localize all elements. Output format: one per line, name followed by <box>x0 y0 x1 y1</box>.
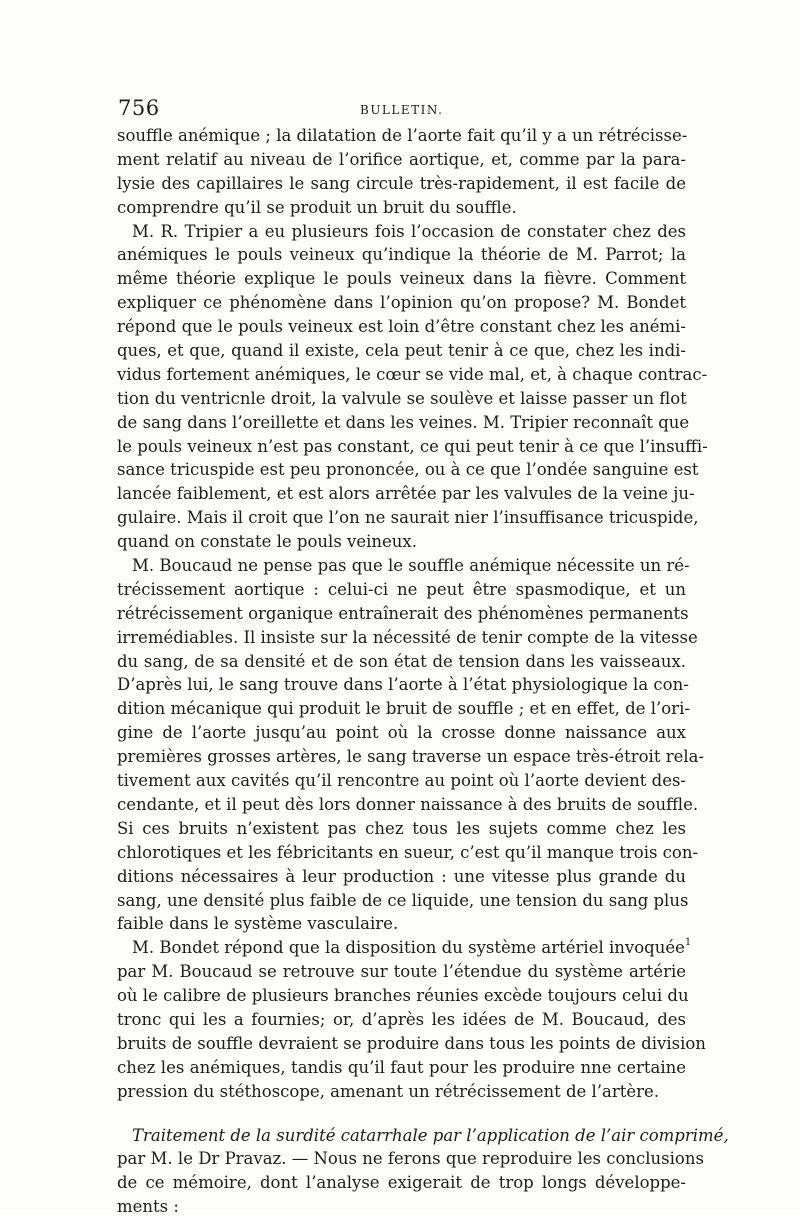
text-line: quand on constate le pouls veineux. <box>117 532 417 552</box>
text-line: ditions nécessaires à leur production : une vitesse plus grande du <box>117 866 686 886</box>
text-line: où le calibre de plusieurs branches réunies excède toujours celui du <box>117 986 689 1006</box>
text-line: M. Boucaud ne pense pas que le souffle anémique nécessite un ré- <box>132 556 690 576</box>
text-line: faible dans le système vasculaire. <box>117 914 399 934</box>
text-line: D’après lui, le sang trouve dans l’aorte à l’état physiologique la con- <box>117 675 689 695</box>
body-text <box>117 124 729 1219</box>
journal-title: BULLETIN. <box>360 103 444 117</box>
text-line <box>117 936 692 960</box>
text-line: souffle anémique ; la dilatation de l’aorte fait qu’il y a un rétrécisse- <box>117 126 688 145</box>
text-line: dition mécanique qui produit le bruit de souffle ; et en effet, de l’ori- <box>117 699 690 719</box>
text-line: tion du ventricnle droit, la valvule se soulève et laisse passer un flot <box>117 388 687 408</box>
text-line: ques, et que, quand il existe, cela peut tenir à ce que, chez les indi- <box>117 341 686 361</box>
text-line: cendante, et il peut dès lors donner naissance à des bruits de souffle. <box>117 794 699 814</box>
text-line: M. R. Tripier a eu plusieurs fois l’occasion de constater chez des <box>132 221 686 241</box>
text-line: même théorie explique le pouls veineux dans la fièvre. Comment <box>117 269 686 289</box>
text-line: du sang, de sa densité et de son état de tension dans les vaisseaux. <box>117 651 686 671</box>
text-line: Si ces bruits n’existent pas chez tous les sujets comme chez les <box>117 818 686 838</box>
section-gap <box>117 1104 686 1124</box>
text-line-content: M. Bondet répond que la disposition du système artériel invoquée <box>132 938 685 958</box>
paragraph <box>117 554 705 936</box>
paragraph <box>117 124 686 220</box>
text-line: trécissement aortique : celui-ci ne peut être spasmodique, et un <box>117 579 686 599</box>
section-heading: Traitement de la surdité catarrhale par l’application de l’air comprimé, <box>132 1125 729 1145</box>
text-line: pression du stéthoscope, amenant un rétrécissement de l’artère. <box>117 1081 660 1101</box>
text-line: chez les anémiques, tandis qu’il faut pour les produire nne certaine <box>117 1057 686 1077</box>
text-line: vidus fortement anémiques, le cœur se vide mal, et, à chaque contrac- <box>117 364 708 384</box>
text-line: ment relatif au niveau de l’orifice aortique, et, comme par la para- <box>117 149 686 169</box>
text-line: sang, une densité plus faible de ce liquide, une tension du sang plus <box>117 890 689 910</box>
text-line: tronc qui les a fournies; or, d’après les idées de M. Boucaud, des <box>117 1009 686 1029</box>
text-line: de ce mémoire, dont l’analyse exigerait de trop longs développe- <box>117 1173 686 1193</box>
text-line: tivement aux cavités qu’il rencontre au point où l’aorte devient des- <box>117 771 686 791</box>
text-line: gulaire. Mais il croit que l’on ne saurait nier l’insuffisance tricuspide, <box>117 508 699 528</box>
text-line: rétrécissement organique entraînerait des phénomènes permanents <box>117 603 689 623</box>
text-line: de sang dans l’oreillette et dans les veines. M. Tripier reconnaît que <box>117 412 690 432</box>
text-line: comprendre qu’il se produit un bruit du souffle. <box>117 197 517 217</box>
text-line: irremédiables. Il insiste sur la nécessité de tenir compte de la vitesse <box>117 627 698 647</box>
text-line: ments : <box>117 1197 179 1217</box>
text-line: chlorotiques et les fébricitants en sueur, c’est qu’il manque trois con- <box>117 842 699 862</box>
text-line: sance tricuspide est peu prononcée, ou à ce que l’ondée sanguine est <box>117 460 699 480</box>
paragraph <box>117 936 706 1103</box>
text-line: par M. Boucaud se retrouve sur toute l’étendue du système artérie <box>117 962 686 982</box>
text-line: anémiques le pouls veineux qu’indique la théorie de M. Parrot; la <box>117 245 686 265</box>
paragraph <box>117 220 708 554</box>
text-line: lancée faiblement, et est alors arrêtée par les valvules de la veine ju- <box>117 484 695 504</box>
text-line: premières grosses artères, le sang traverse un espace très-étroit rela- <box>117 747 705 767</box>
section-paragraph <box>117 1124 729 1219</box>
text-line: expliquer ce phénomène dans l’opinion qu’on propose? M. Bondet <box>117 293 686 313</box>
text-line: lysie des capillaires le sang circule très-rapidement, il est facile de <box>117 173 686 193</box>
text-line: répond que le pouls veineux est loin d’être constant chez les anémi- <box>117 317 686 337</box>
running-head <box>115 96 685 122</box>
text-line: bruits de souffle devraient se produire dans tous les points de division <box>117 1033 706 1053</box>
text-line: par M. le Dr Pravaz. — Nous ne ferons que reproduire les conclusions <box>117 1149 704 1169</box>
page-number: 756 <box>118 96 160 120</box>
footnote-marker: 1 <box>684 937 692 949</box>
text-line: le pouls veineux n’est pas constant, ce qui peut tenir à ce que l’insuffi- <box>117 436 708 456</box>
text-line: gine de l’aorte jusqu’au point où la crosse donne naissance aux <box>117 723 686 743</box>
